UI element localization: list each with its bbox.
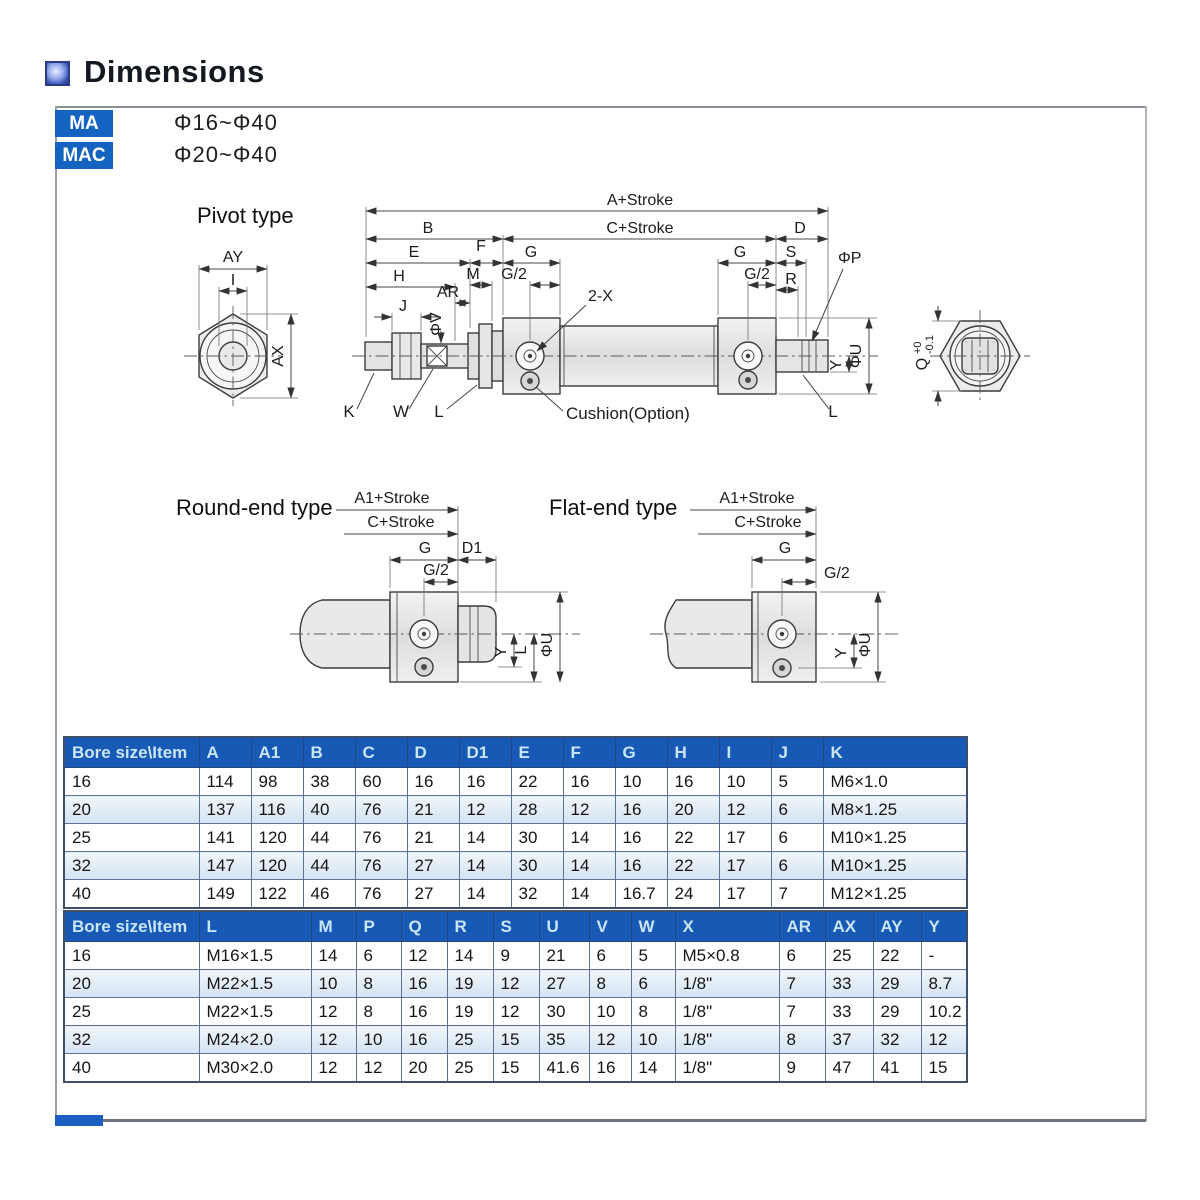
dim-label-y: Y (828, 359, 845, 371)
table-cell: 12 (493, 998, 539, 1026)
table-cell: 8 (356, 970, 401, 998)
table-cell: 19 (447, 998, 493, 1026)
table-cell: 32 (511, 880, 563, 909)
table-cell: 1/8" (675, 998, 779, 1026)
table-cell: 25 (64, 824, 199, 852)
dim-label-k: K (343, 402, 355, 421)
dim-label-f: F (476, 238, 486, 255)
table-cell: 30 (511, 852, 563, 880)
table-cell: 10 (356, 1026, 401, 1054)
column-header: R (447, 911, 493, 942)
dim-label-g2-right: G/2 (744, 266, 770, 283)
dim-label-a1-stroke-round: A1+Stroke (354, 490, 430, 507)
dim-label-h: H (393, 268, 405, 285)
table-cell: 22 (873, 942, 921, 970)
table-cell: 16 (667, 768, 719, 796)
table-cell: 8 (631, 998, 675, 1026)
table-cell: 29 (873, 970, 921, 998)
table-cell: 12 (311, 1026, 356, 1054)
table-cell: 32 (64, 852, 199, 880)
dim-label-m: M (466, 266, 480, 283)
table-cell: 1/8" (675, 1054, 779, 1083)
column-header: Q (401, 911, 447, 942)
table-cell: 15 (921, 1054, 967, 1083)
dim-label-y-round: Y (493, 646, 510, 658)
table-row (64, 970, 967, 998)
column-header: P (356, 911, 401, 942)
dim-label-l-right: L (828, 402, 838, 421)
table-cell: 12 (719, 796, 771, 824)
table-row (64, 998, 967, 1026)
table-cell: 16 (615, 796, 667, 824)
table-row (64, 880, 967, 909)
table-cell: 6 (356, 942, 401, 970)
pivot-type-label: Pivot type (197, 203, 294, 228)
table-cell: 25 (447, 1026, 493, 1054)
column-header: J (771, 737, 823, 768)
series-badge-mac: MAC (55, 142, 113, 169)
table-cell: 12 (921, 1026, 967, 1054)
table-cell: 21 (407, 824, 459, 852)
table-row (64, 1054, 967, 1083)
table-cell: 14 (447, 942, 493, 970)
round-end-type-label: Round-end type (176, 495, 333, 520)
table-cell: 6 (631, 970, 675, 998)
table-cell: 16 (589, 1054, 631, 1083)
table-cell: 76 (355, 852, 407, 880)
table-cell: 33 (825, 998, 873, 1026)
dim-label-phi-u-flat: ΦU (857, 632, 874, 658)
column-header: AR (779, 911, 825, 942)
table-cell: 10 (589, 998, 631, 1026)
flat-end-type-label: Flat-end type (549, 495, 678, 520)
table-cell: 40 (64, 880, 199, 909)
table-row (64, 942, 967, 970)
table-cell: 76 (355, 824, 407, 852)
table-cell: M24×2.0 (199, 1026, 311, 1054)
dim-label-s: S (785, 244, 797, 261)
column-header: F (563, 737, 615, 768)
dim-label-l-round: L (513, 645, 530, 655)
dim-label-r: R (785, 271, 797, 288)
dimension-table-1 (63, 736, 968, 909)
table-cell: 9 (493, 942, 539, 970)
table-cell: 120 (251, 852, 303, 880)
dim-label-g2-flat: G/2 (824, 565, 850, 582)
round-end-view (290, 490, 580, 682)
page-title: Dimensions (84, 54, 265, 89)
pivot-end-view (184, 249, 298, 406)
column-header: W (631, 911, 675, 942)
column-header: G (615, 737, 667, 768)
table-cell: 19 (447, 970, 493, 998)
table-cell: 14 (311, 942, 356, 970)
dim-label-b: B (422, 220, 434, 237)
dim-label-c-stroke: C+Stroke (606, 220, 674, 237)
table-cell: 6 (589, 942, 631, 970)
table-cell: 141 (199, 824, 251, 852)
table-row (64, 768, 967, 796)
table-cell: 14 (563, 852, 615, 880)
table-cell: 27 (407, 852, 459, 880)
dim-label-l: L (434, 402, 444, 421)
column-header: Y (921, 911, 967, 942)
table-cell: 6 (771, 824, 823, 852)
table-cell: 6 (771, 796, 823, 824)
flat-end-view (650, 490, 900, 682)
table-cell: 44 (303, 852, 355, 880)
pivot-side-view (343, 192, 878, 423)
dim-label-g: G (524, 244, 538, 261)
footer-accent-bar (55, 1115, 103, 1126)
table-cell: 120 (251, 824, 303, 852)
dimension-table-2 (63, 910, 968, 1083)
column-header: L (199, 911, 311, 942)
dim-label-phi-u-round: ΦU (539, 632, 556, 658)
table-cell: 1/8" (675, 970, 779, 998)
table-cell: 1/8" (675, 1026, 779, 1054)
dim-label-g2-round: G/2 (423, 562, 449, 579)
dim-label-d: D (794, 220, 806, 237)
table-cell: 15 (493, 1054, 539, 1083)
dim-label-phi-v: ΦV (428, 312, 445, 336)
dim-label-q-lower-tol: -0.1 (924, 335, 936, 354)
table-row (64, 796, 967, 824)
table-cell: 21 (407, 796, 459, 824)
table-cell: 17 (719, 880, 771, 909)
table-cell: 40 (64, 1054, 199, 1083)
table-cell: 98 (251, 768, 303, 796)
dim-label-two-x: 2-X (588, 288, 613, 305)
table-cell: 17 (719, 852, 771, 880)
table-cell: 30 (539, 998, 589, 1026)
table-cell: 29 (873, 998, 921, 1026)
table-cell: 76 (355, 880, 407, 909)
table-cell: - (921, 942, 967, 970)
table-cell: 12 (493, 970, 539, 998)
table-cell: 28 (511, 796, 563, 824)
column-header: B (303, 737, 355, 768)
table-cell: 20 (401, 1054, 447, 1083)
dim-label-a1-stroke-flat: A1+Stroke (719, 490, 795, 507)
dim-label-ar: AR (436, 284, 460, 301)
table-cell: 6 (771, 852, 823, 880)
table-row (64, 824, 967, 852)
table-cell: 32 (64, 1026, 199, 1054)
series-range-ma: Φ16~Φ40 (174, 110, 278, 135)
table-cell: M8×1.25 (823, 796, 967, 824)
table-cell: 40 (303, 796, 355, 824)
table-row (64, 852, 967, 880)
table-cell: 22 (667, 824, 719, 852)
table-cell: 10.2 (921, 998, 967, 1026)
table-cell: 116 (251, 796, 303, 824)
cushion-option-label: Cushion(Option) (566, 404, 690, 423)
table-cell: 137 (199, 796, 251, 824)
table-cell: M12×1.25 (823, 880, 967, 909)
table-cell: 16 (615, 824, 667, 852)
column-header: H (667, 737, 719, 768)
dim-label-g-flat: G (778, 540, 792, 557)
table-cell: 22 (511, 768, 563, 796)
table-cell: 21 (539, 942, 589, 970)
dim-label-g2: G/2 (501, 266, 527, 283)
dim-label-q-upper-tol: +0 (912, 341, 924, 354)
table-cell: 16 (407, 768, 459, 796)
column-header: K (823, 737, 967, 768)
dim-label-ax: AX (270, 345, 287, 367)
table-cell: 41 (873, 1054, 921, 1083)
column-header: D (407, 737, 459, 768)
table-cell: 14 (459, 824, 511, 852)
table-cell: 122 (251, 880, 303, 909)
table-cell: 20 (64, 796, 199, 824)
table-cell: 27 (539, 970, 589, 998)
column-header: E (511, 737, 563, 768)
table-cell: 20 (667, 796, 719, 824)
table-cell: 17 (719, 824, 771, 852)
dim-label-g-right: G (733, 244, 747, 261)
table-cell: 16 (615, 852, 667, 880)
table-cell: 27 (407, 880, 459, 909)
table-cell: 10 (615, 768, 667, 796)
table-cell: 38 (303, 768, 355, 796)
table-cell: 7 (771, 880, 823, 909)
dim-label-c-stroke-flat: C+Stroke (734, 514, 802, 531)
table-cell: 22 (667, 852, 719, 880)
dim-label-phi-p: ΦP (838, 250, 862, 267)
dim-label-c-stroke-round: C+Stroke (367, 514, 435, 531)
table-cell: 10 (631, 1026, 675, 1054)
table-cell: 5 (631, 942, 675, 970)
table-cell: 12 (311, 998, 356, 1026)
table-row (64, 1026, 967, 1054)
table-cell: 16 (401, 1026, 447, 1054)
hex-socket-view (912, 306, 1030, 406)
table-cell: M5×0.8 (675, 942, 779, 970)
table-cell: M30×2.0 (199, 1054, 311, 1083)
table-cell: 14 (563, 824, 615, 852)
table-cell: 14 (459, 852, 511, 880)
column-header: I (719, 737, 771, 768)
series-range-mac: Φ20~Φ40 (174, 142, 278, 167)
table-cell: 114 (199, 768, 251, 796)
table-cell: 8 (779, 1026, 825, 1054)
table-cell: 16 (64, 942, 199, 970)
table-cell: 16 (64, 768, 199, 796)
table-cell: 25 (447, 1054, 493, 1083)
column-header: C (355, 737, 407, 768)
table-cell: 7 (779, 998, 825, 1026)
table-cell: 14 (631, 1054, 675, 1083)
column-header: D1 (459, 737, 511, 768)
dim-label-w: W (392, 402, 410, 421)
table-cell: 15 (493, 1026, 539, 1054)
column-header: A (199, 737, 251, 768)
column-header: S (493, 911, 539, 942)
column-header: AY (873, 911, 921, 942)
table-cell: 32 (873, 1026, 921, 1054)
column-header: Bore size\Item (64, 737, 199, 768)
dim-label-g-round: G (418, 540, 432, 557)
table-cell: 33 (825, 970, 873, 998)
column-header: Bore size\Item (64, 911, 199, 942)
table-cell: 8.7 (921, 970, 967, 998)
table-cell: 41.6 (539, 1054, 589, 1083)
table-cell: 5 (771, 768, 823, 796)
table-cell: 8 (589, 970, 631, 998)
table-cell: 14 (459, 880, 511, 909)
table-cell: M10×1.25 (823, 824, 967, 852)
table-cell: 16 (459, 768, 511, 796)
column-header: AX (825, 911, 873, 942)
table-cell: 8 (356, 998, 401, 1026)
series-badge-ma: MA (55, 110, 113, 137)
table-cell: 9 (779, 1054, 825, 1083)
table-cell: 16 (401, 998, 447, 1026)
table-cell: 30 (511, 824, 563, 852)
table-cell: 14 (563, 880, 615, 909)
dim-label-i: I (230, 272, 236, 289)
dim-label-y-flat: Y (833, 647, 850, 659)
table-cell: 44 (303, 824, 355, 852)
table-cell: 12 (311, 1054, 356, 1083)
dim-label-j: J (399, 298, 407, 315)
dim-label-a-stroke: A+Stroke (606, 192, 674, 209)
table-cell: 16.7 (615, 880, 667, 909)
table-cell: 25 (825, 942, 873, 970)
table-cell: 12 (401, 942, 447, 970)
column-header: M (311, 911, 356, 942)
table-cell: M22×1.5 (199, 998, 311, 1026)
table-cell: 24 (667, 880, 719, 909)
table-cell: 46 (303, 880, 355, 909)
frame-rule-bottom (55, 1119, 1146, 1122)
dim-label-q: Q (914, 357, 931, 371)
column-header: X (675, 911, 779, 942)
table-cell: 37 (825, 1026, 873, 1054)
table-cell: 10 (719, 768, 771, 796)
table-cell: 16 (563, 768, 615, 796)
column-header: U (539, 911, 589, 942)
table-cell: 7 (779, 970, 825, 998)
table-cell: M22×1.5 (199, 970, 311, 998)
table-cell: 12 (563, 796, 615, 824)
dim-label-ay: AY (222, 249, 244, 266)
table-cell: M6×1.0 (823, 768, 967, 796)
column-header: V (589, 911, 631, 942)
table-cell: 147 (199, 852, 251, 880)
table-cell: 10 (311, 970, 356, 998)
table-cell: 60 (355, 768, 407, 796)
table-cell: 35 (539, 1026, 589, 1054)
table-cell: M10×1.25 (823, 852, 967, 880)
table-cell: 25 (64, 998, 199, 1026)
table-cell: M16×1.5 (199, 942, 311, 970)
table-cell: 12 (459, 796, 511, 824)
table-cell: 149 (199, 880, 251, 909)
dim-label-phi-u: ΦU (848, 343, 865, 369)
table-cell: 12 (356, 1054, 401, 1083)
table-cell: 12 (589, 1026, 631, 1054)
table-cell: 20 (64, 970, 199, 998)
table-cell: 6 (779, 942, 825, 970)
dim-label-d1-round: D1 (461, 540, 483, 557)
dim-label-e: E (408, 244, 420, 261)
table-cell: 47 (825, 1054, 873, 1083)
table-cell: 76 (355, 796, 407, 824)
table-cell: 16 (401, 970, 447, 998)
column-header: A1 (251, 737, 303, 768)
